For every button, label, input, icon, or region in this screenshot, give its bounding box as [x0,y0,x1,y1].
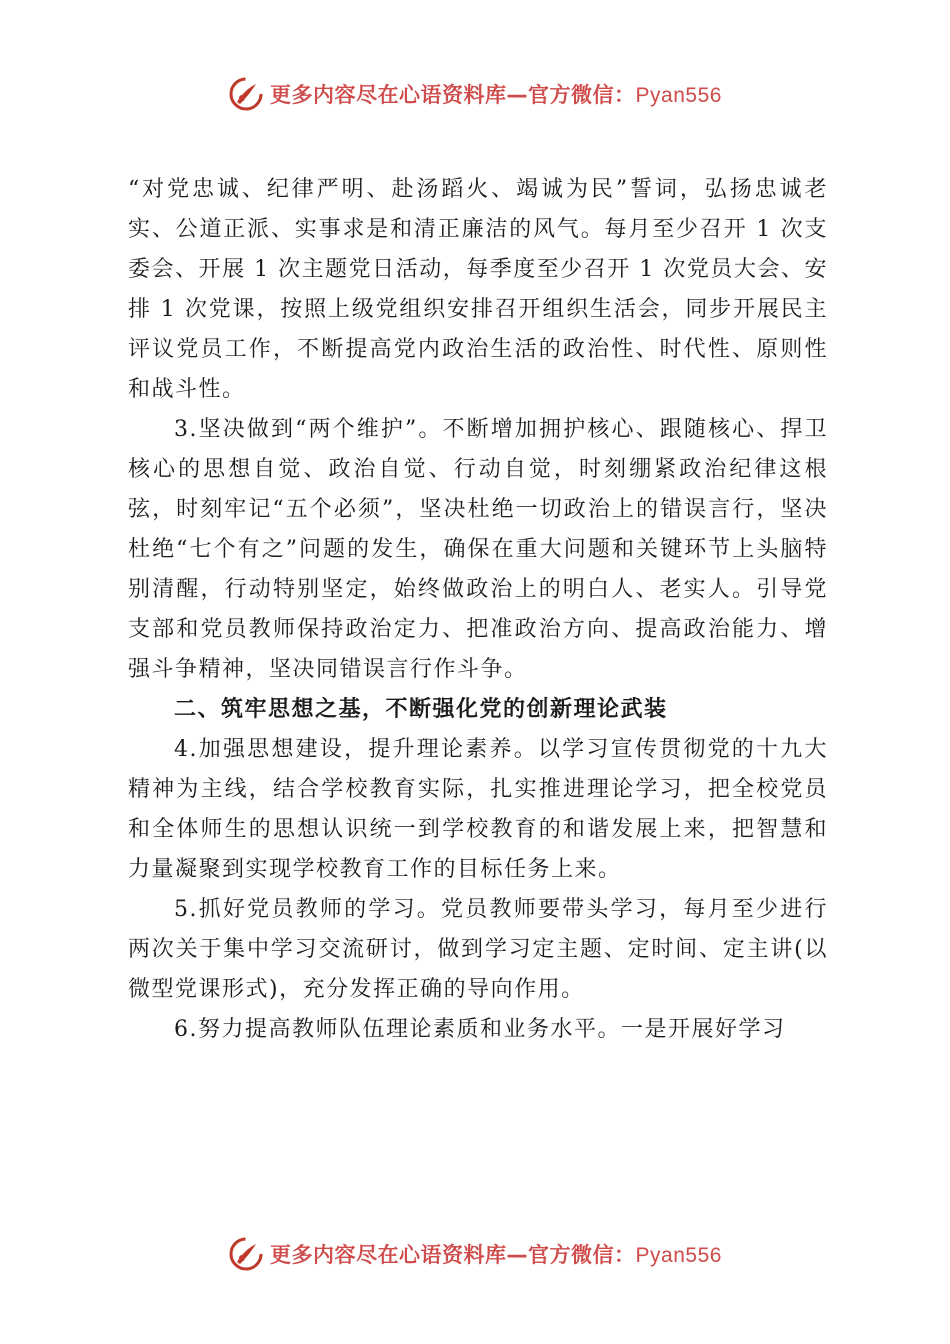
brush-logo-icon [228,1236,264,1272]
paragraph-item-3: 3.坚决做到“两个维护”。不断增加拥护核心、跟随核心、捍卫核心的思想自觉、政治自觉、行动自觉，时刻绷紧政治纪律这根弦，时刻牢记“五个必须”，坚决杜绝一切政治上的错误言行，坚决杜绝“七个有之”问题的发生，确保在重大问题和关键环节上头脑特别清醒，行动特别坚定，始终做政治上的明白人、老实人。引导党支部和党员教师保持政治定力、把准政治方向、提高政治能力、增强斗争精神，坚决同错误言行作斗争。 [128,417,828,682]
footer-watermark-text: 更多内容尽在心语资料库—官方微信：Pyan556 [270,1243,722,1267]
footer-watermark [0,1230,950,1278]
brush-logo-icon [228,76,264,112]
header-wechat-id: Pyan556 [635,84,722,107]
header-watermark-text: 更多内容尽在心语资料库—官方微信：Pyan556 [270,83,722,107]
footer-wechat-id: Pyan556 [635,1244,722,1267]
document-body [128,170,828,1050]
section-heading-2: 二、筑牢思想之基，不断强化党的创新理论武装 [174,697,668,722]
paragraph-item-4: 4.加强思想建设，提升理论素养。以学习宣传贯彻党的十九大精神为主线，结合学校教育实际，扎实推进理论学习，把全校党员和全体师生的思想认识统一到学校教育的和谐发展上来，把智慧和力量凝聚到实现学校教育工作的目标任务上来。 [128,737,828,882]
paragraph-item-5: 5.抓好党员教师的学习。党员教师要带头学习，每月至少进行两次关于集中学习交流研讨，做到学习定主题、定时间、定主讲(以微型党课形式)，充分发挥正确的导向作用。 [128,897,828,1002]
paragraph-oath: “对党忠诚、纪律严明、赴汤蹈火、竭诚为民”誓词，弘扬忠诚老实、公道正派、实事求是和清正廉洁的风气。每月至少召开 1 次支委会、开展 1 次主题党日活动，每季度至少召开 1 次党员大会、安排 1 次党课，按照上级党组织安排召开组织生活会，同步开展民主评议党员工作，不断提高党内政治生活的政治性、时代性、原则性和战斗性。 [128,177,828,402]
header-watermark [0,70,950,118]
paragraph-item-6: 6.努力提高教师队伍理论素质和业务水平。一是开展好学习 [174,1017,786,1042]
